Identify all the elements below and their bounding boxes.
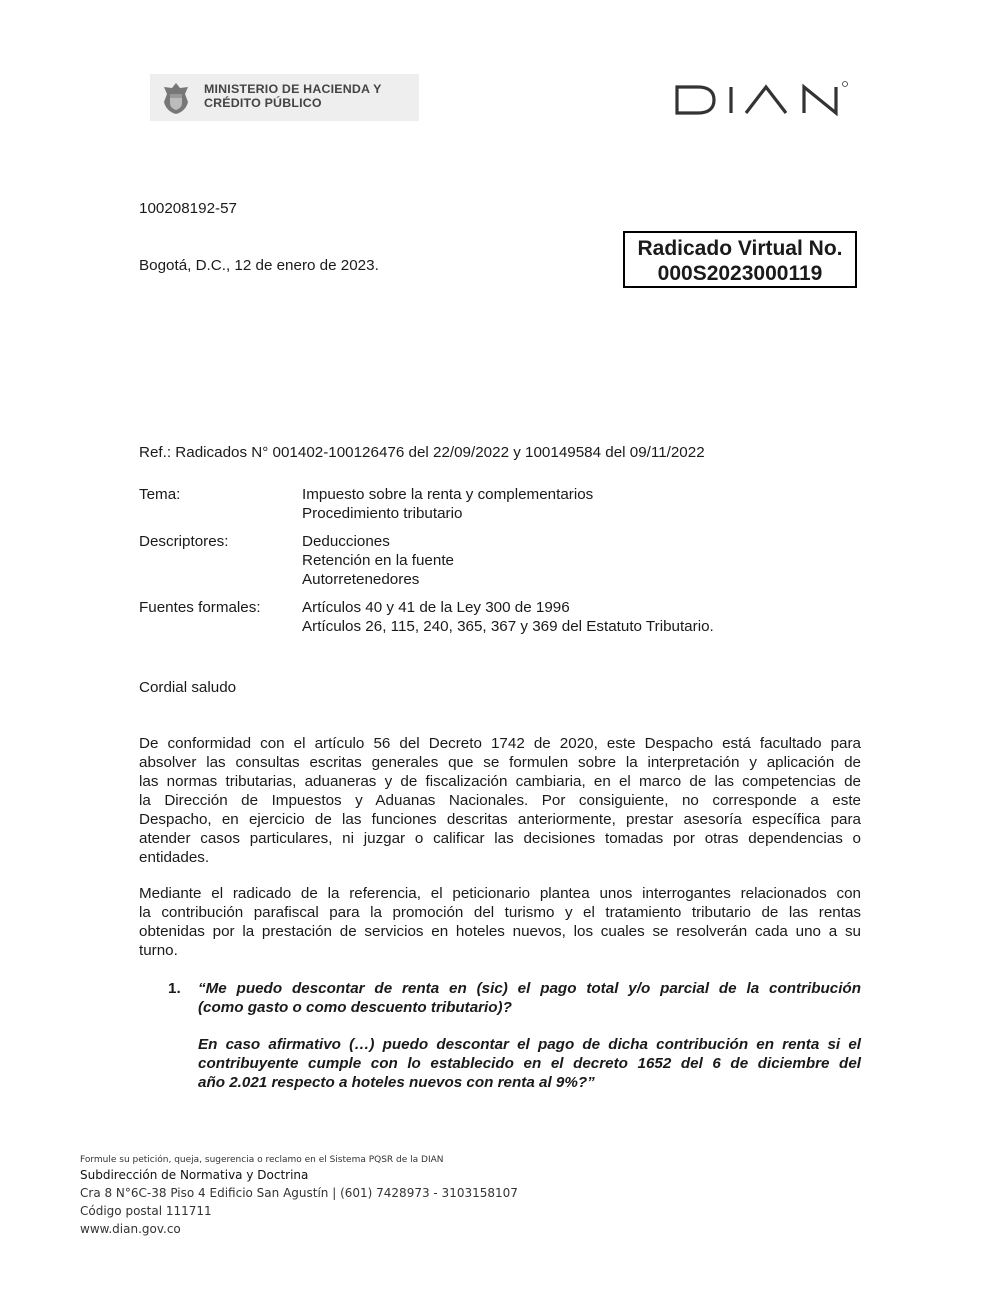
paragraph-line: la Dirección de Impuestos y Aduanas Nacionales. Por consiguiente, no corresponde a este bbox=[139, 792, 861, 809]
radicado-box bbox=[623, 231, 857, 288]
colombia-seal-icon bbox=[158, 80, 194, 116]
question-1-part-2 bbox=[198, 1035, 861, 1092]
descriptor-value-3: Autorretenedores bbox=[302, 571, 420, 588]
descriptor-value-2: Retención en la fuente bbox=[302, 552, 454, 569]
date-line: Bogotá, D.C., 12 de enero de 2023. bbox=[139, 257, 379, 274]
question-1-part-1 bbox=[198, 979, 861, 1017]
greeting: Cordial saludo bbox=[139, 679, 237, 696]
paragraph-line: entidades. bbox=[139, 849, 210, 866]
paragraph-1 bbox=[139, 734, 861, 867]
footer-postal: Código postal 111711 bbox=[80, 1204, 212, 1218]
question-number: 1. bbox=[168, 980, 181, 997]
question-line: En caso afirmativo (…) puedo descontar el pago de dicha contribución en renta si el bbox=[198, 1036, 861, 1053]
footer-address: Cra 8 N°6C-38 Piso 4 Edificio San Agustín | (601) 7428973 - 3103158107 bbox=[80, 1186, 518, 1200]
paragraph-line: Mediante el radicado de la referencia, el peticionario plantea unos interrogantes relacionados con bbox=[139, 885, 861, 902]
radicado-number: 000S2023000119 bbox=[657, 262, 823, 285]
question-line: año 2.021 respecto a hoteles nuevos con renta al 9%?” bbox=[198, 1074, 595, 1091]
ministry-name-line1: MINISTERIO DE HACIENDA Y bbox=[204, 82, 382, 96]
footer-office: Subdirección de Normativa y Doctrina bbox=[80, 1168, 309, 1182]
footer-website[interactable]: www.dian.gov.co bbox=[80, 1222, 181, 1236]
question-line: (como gasto o como descuento tributario)? bbox=[198, 999, 512, 1016]
paragraph-2 bbox=[139, 884, 861, 960]
paragraph-line: obtenidas por la prestación de servicios en hoteles nuevos, los cuales se resolverán cada uno a su bbox=[139, 923, 861, 940]
tema-value-2: Procedimiento tributario bbox=[302, 505, 463, 522]
tema-value-1: Impuesto sobre la renta y complementarios bbox=[302, 486, 594, 503]
footer-pqsr: Formule su petición, queja, sugerencia o reclamo en el Sistema PQSR de la DIAN bbox=[80, 1155, 444, 1165]
paragraph-line: turno. bbox=[139, 942, 178, 959]
fuente-value-2: Artículos 26, 115, 240, 365, 367 y 369 del Estatuto Tributario. bbox=[302, 618, 714, 635]
paragraph-line: absolver las consultas escritas generales que se formulen sobre la interpretación y aplicación de bbox=[139, 754, 861, 771]
document-number: 100208192-57 bbox=[139, 200, 237, 217]
radicado-label: Radicado Virtual No. bbox=[637, 237, 843, 260]
paragraph-line: Despacho, en ejercicio de las funciones descritas anteriormente, prestar asesoría específica para bbox=[139, 811, 861, 828]
paragraph-line: atender casos particulares, ni juzgar o calificar las decisiones tomadas por otras dependencias o bbox=[139, 830, 861, 847]
paragraph-line: las normas tributarias, aduaneras y de fiscalización cambiaria, en el marco de las competencias de bbox=[139, 773, 861, 790]
descriptor-value-1: Deducciones bbox=[302, 533, 390, 550]
ministry-logo bbox=[150, 74, 419, 121]
fuente-value-1: Artículos 40 y 41 de la Ley 300 de 1996 bbox=[302, 599, 570, 616]
ministry-name-line2: CRÉDITO PÚBLICO bbox=[204, 96, 322, 110]
paragraph-line: la contribución parafiscal para la promoción del turismo y el tratamiento tributario de las rentas bbox=[139, 904, 861, 921]
tema-label: Tema: bbox=[139, 486, 181, 503]
question-line: “Me puedo descontar de renta en (sic) el pago total y/o parcial de la contribución bbox=[198, 980, 861, 997]
dian-logo bbox=[674, 80, 850, 120]
fuentes-label: Fuentes formales: bbox=[139, 599, 261, 616]
reference-line: Ref.: Radicados N° 001402-100126476 del 22/09/2022 y 100149584 del 09/11/2022 bbox=[139, 444, 705, 461]
paragraph-line: De conformidad con el artículo 56 del Decreto 1742 de 2020, este Despacho está facultado para bbox=[139, 735, 861, 752]
descriptores-label: Descriptores: bbox=[139, 533, 229, 550]
question-line: contribuyente cumple con lo establecido en el decreto 1652 del 6 de diciembre del bbox=[198, 1055, 861, 1072]
